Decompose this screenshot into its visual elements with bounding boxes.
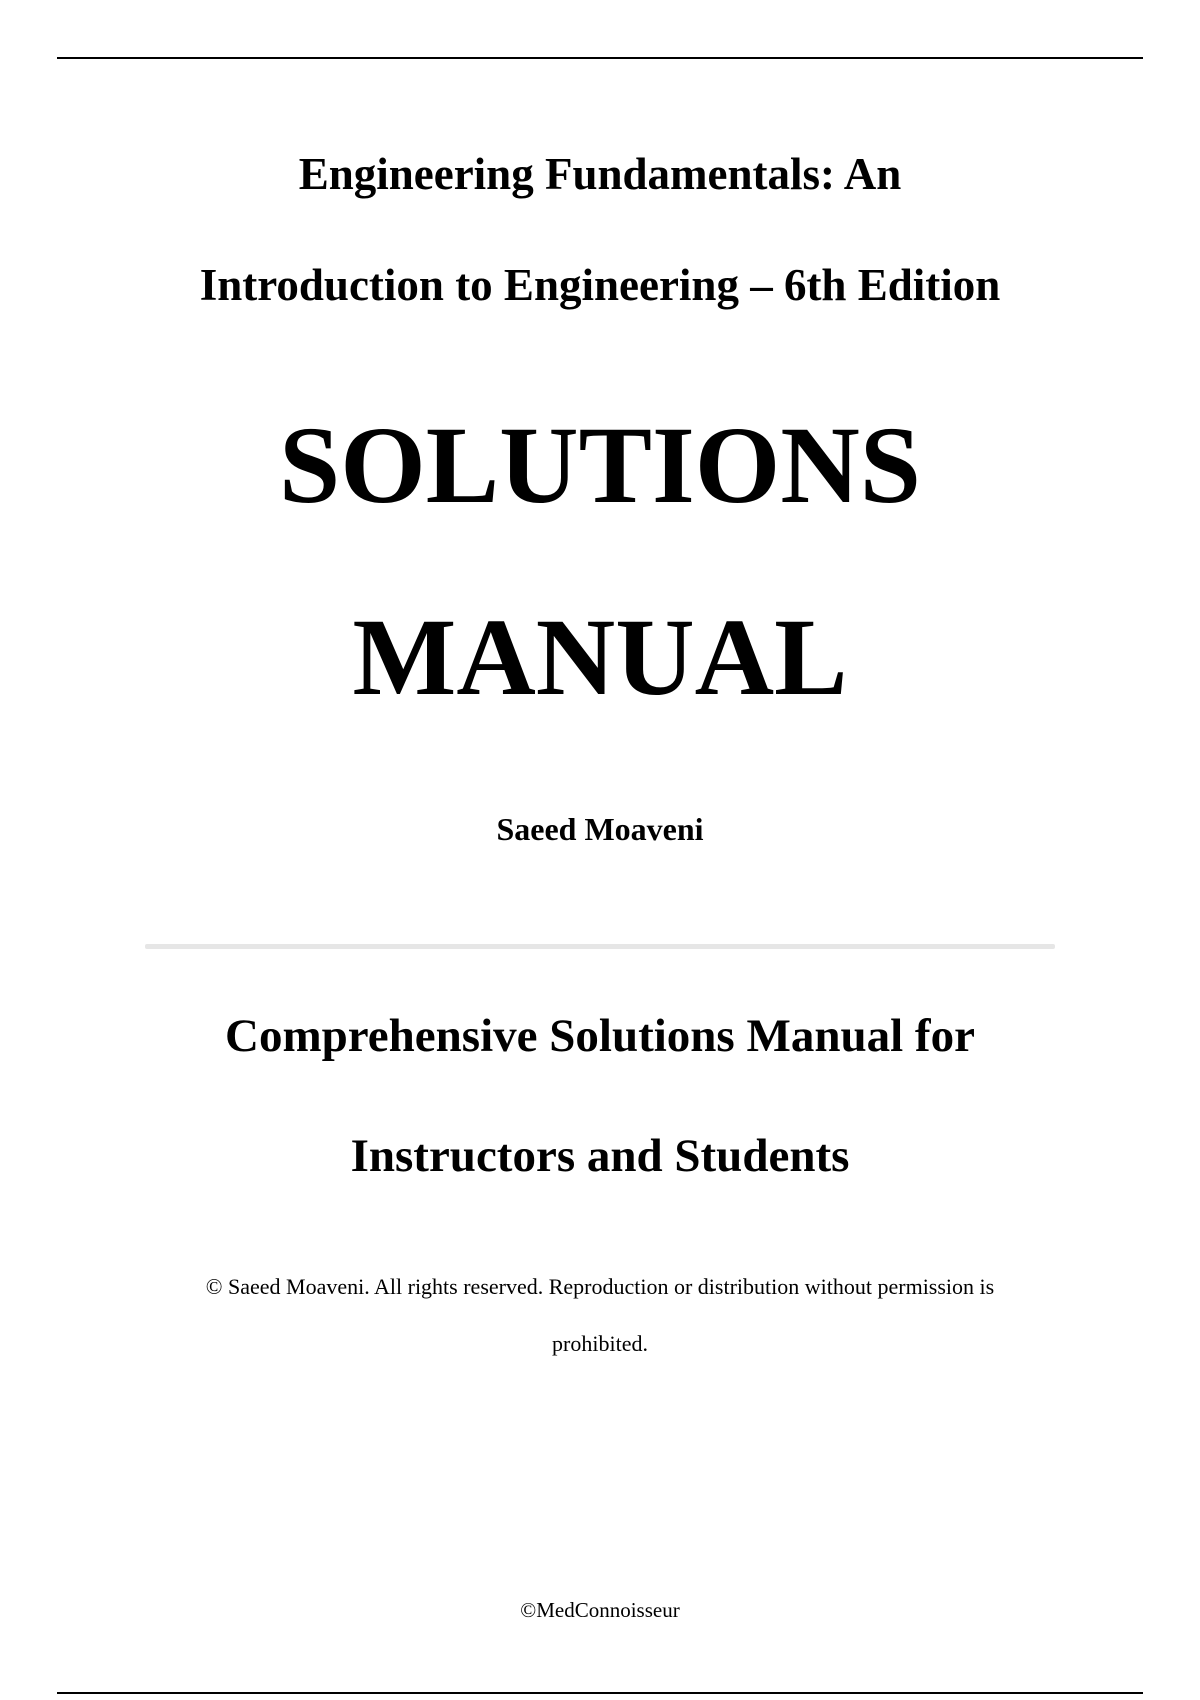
bottom-border-rule <box>57 1692 1143 1694</box>
book-title-line-1: Engineering Fundamentals: An <box>298 149 902 199</box>
section-separator <box>145 944 1055 949</box>
footer-credit: ©MedConnoisseur <box>520 1598 680 1622</box>
subtitle-line-1: Comprehensive Solutions Manual for <box>225 1010 975 1062</box>
heading-manual: MANUAL <box>352 596 848 718</box>
heading-solutions: SOLUTIONS <box>279 404 921 526</box>
copyright-notice-line-1: © Saeed Moaveni. All rights reserved. Reproduction or distribution without permission is <box>205 1274 995 1299</box>
book-title-line-2: Introduction to Engineering – 6th Edition <box>199 260 1001 310</box>
copyright-notice-line-2: prohibited. <box>552 1331 648 1356</box>
author-name: Saeed Moaveni <box>496 811 704 847</box>
subtitle-line-2: Instructors and Students <box>350 1130 850 1182</box>
top-border-rule <box>57 57 1143 59</box>
